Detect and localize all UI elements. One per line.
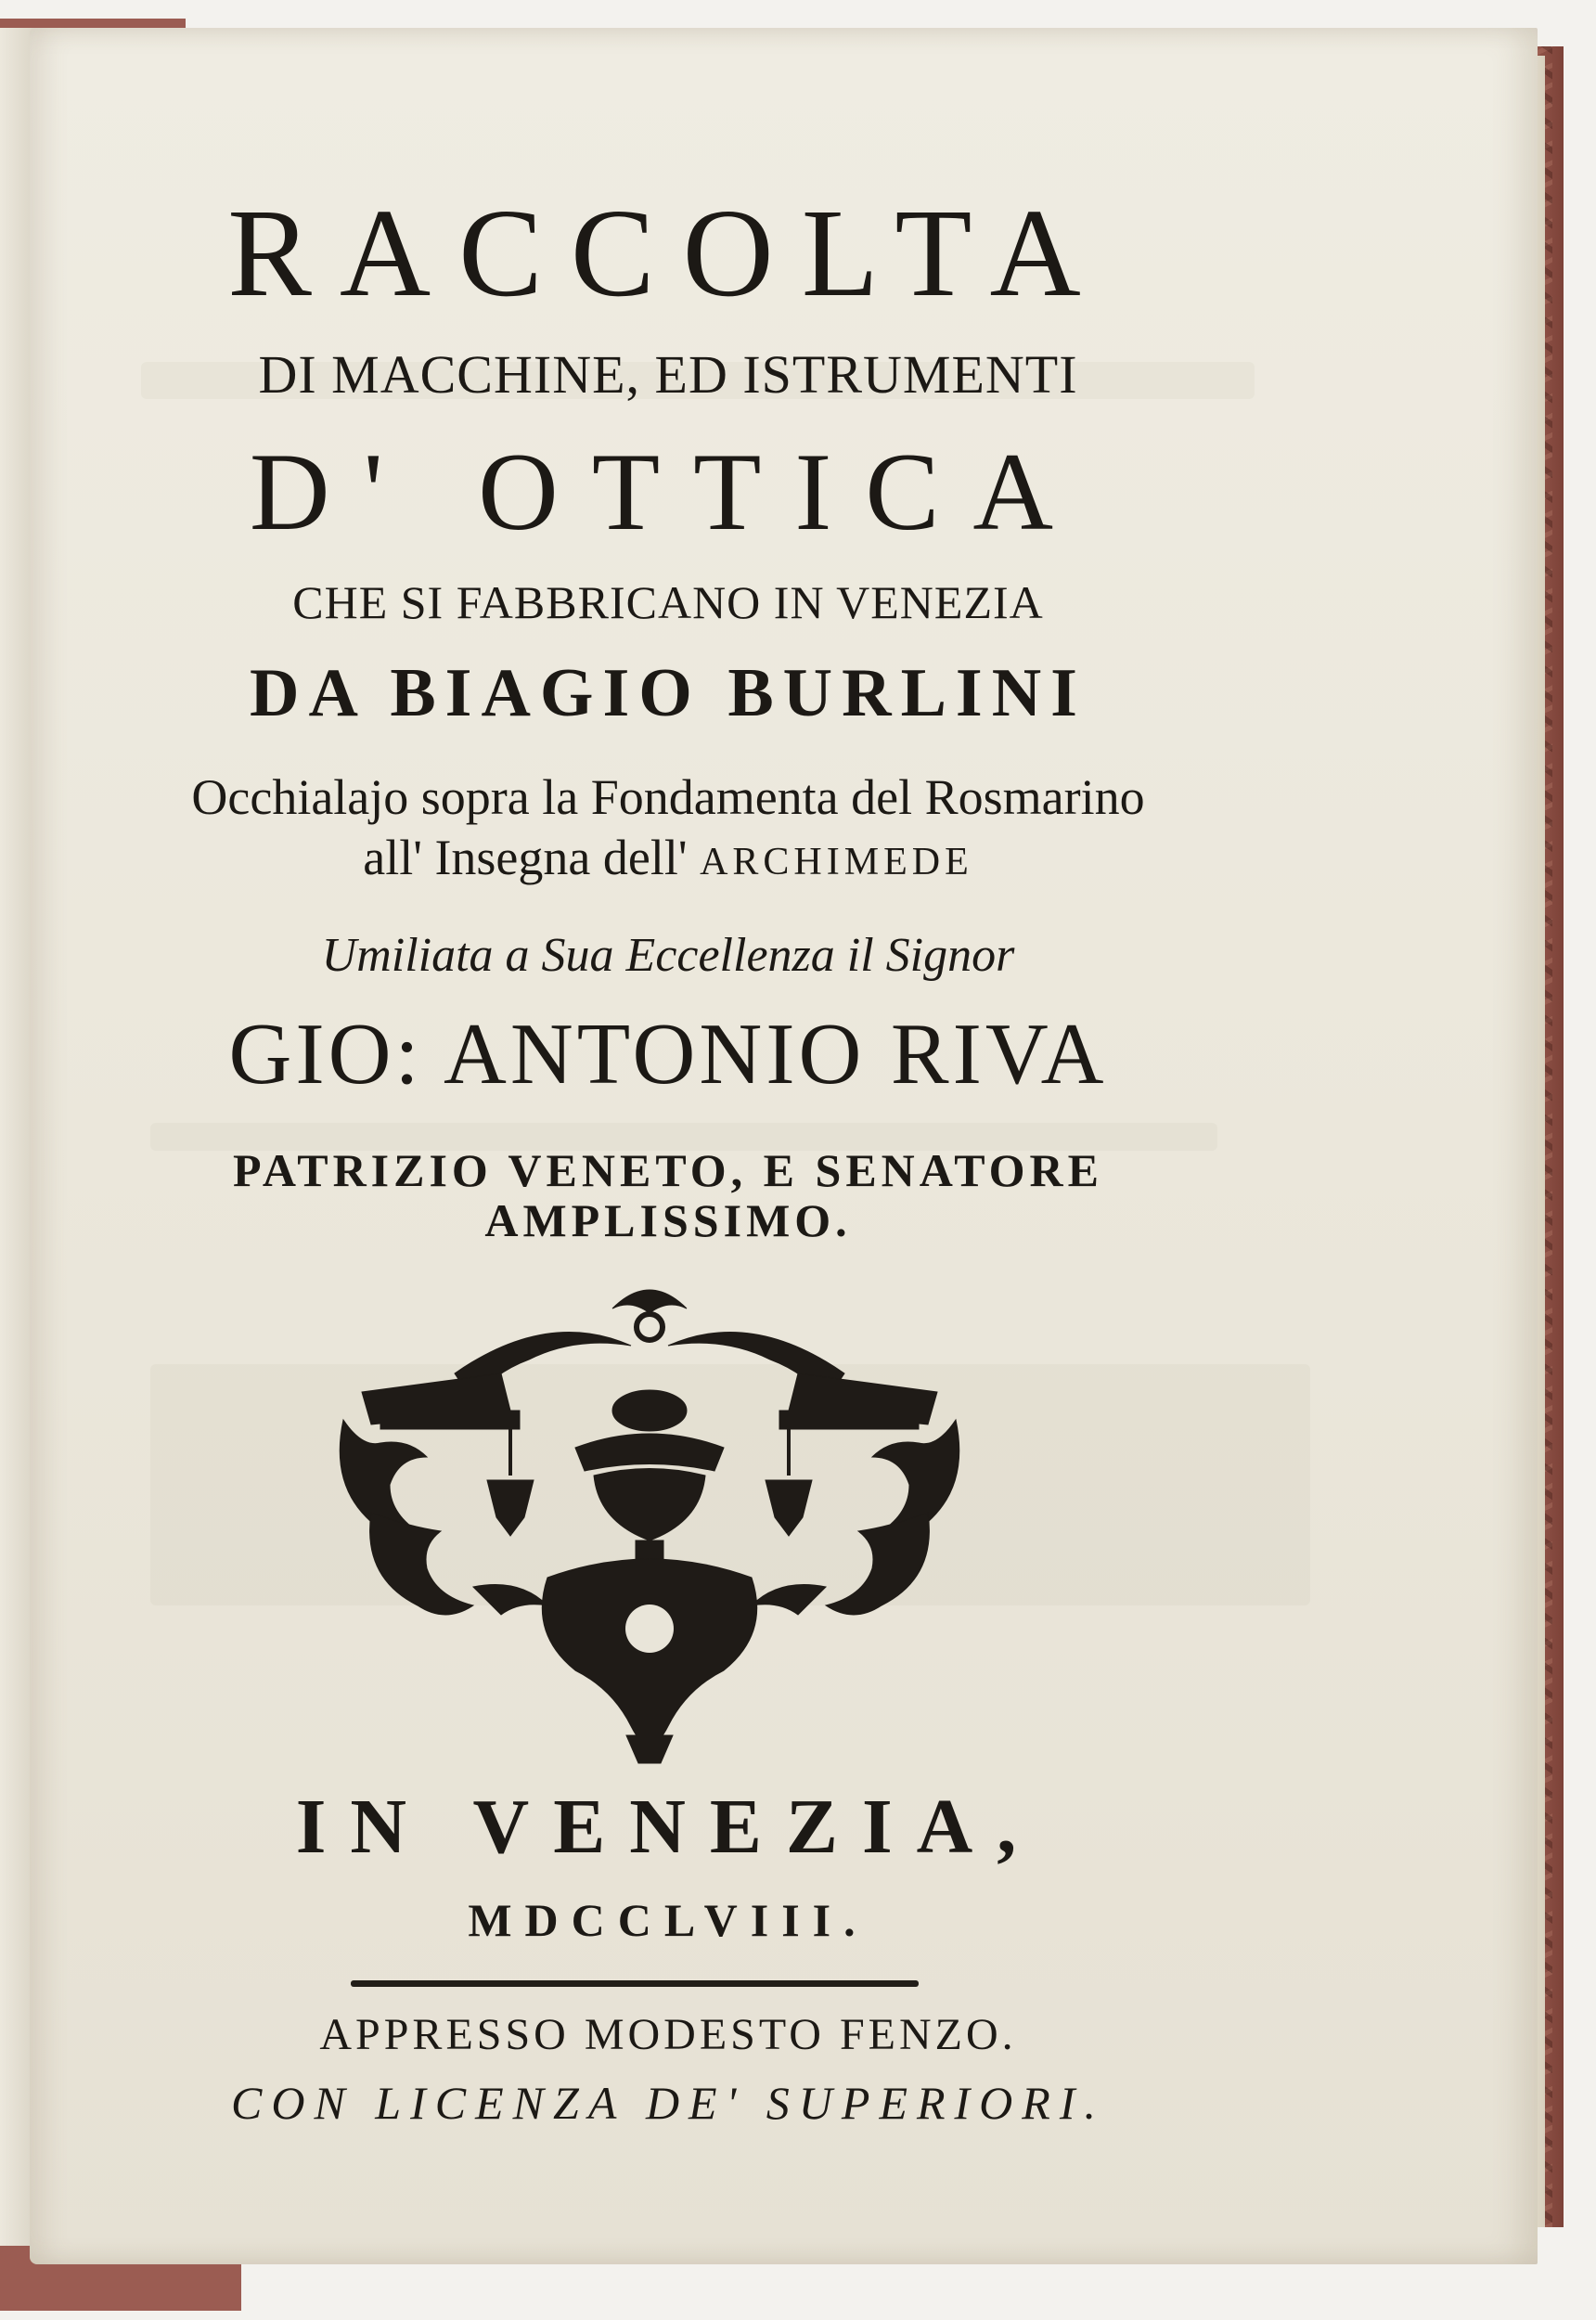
- title-secondary: D' OTTICA: [249, 430, 1088, 553]
- shop-sign-line: [130, 829, 1206, 886]
- title-subtitle: DI MACCHINE, ED ISTRUMENTI: [258, 344, 1078, 405]
- shop-sign-name: ARCHIMEDE: [700, 841, 973, 883]
- dedicatee-rank-line2: AMPLISSIMO.: [484, 1194, 852, 1246]
- dedication-line: Umiliata a Sua Eccellenza il Signor: [321, 929, 1015, 982]
- place-of-publication: IN VENEZIA,: [295, 1784, 1041, 1870]
- title-subtitle-2: CHE SI FABBRICANO IN VENEZIA: [292, 576, 1044, 628]
- occupation-line: Occhialajo sopra la Fondamenta del Rosmarino: [191, 769, 1145, 825]
- author-line: DA BIAGIO BURLINI: [250, 655, 1087, 731]
- publication-year: MDCCLVIII.: [468, 1894, 869, 1946]
- rule-divider: [351, 1980, 919, 1987]
- dedicatee-name: GIO: ANTONIO RIVA: [228, 1006, 1108, 1102]
- title-main: RACCOLTA: [227, 184, 1109, 323]
- shop-sign-prefix: all' Insegna dell': [363, 830, 688, 885]
- ornament-icon: [334, 1271, 965, 1772]
- dedicatee-rank-line1: PATRIZIO VENETO, E SENATORE: [232, 1144, 1103, 1196]
- license-line: CON LICENZA DE' SUPERIORI.: [231, 2077, 1105, 2129]
- printer-line: APPRESSO MODESTO FENZO.: [319, 2010, 1017, 2059]
